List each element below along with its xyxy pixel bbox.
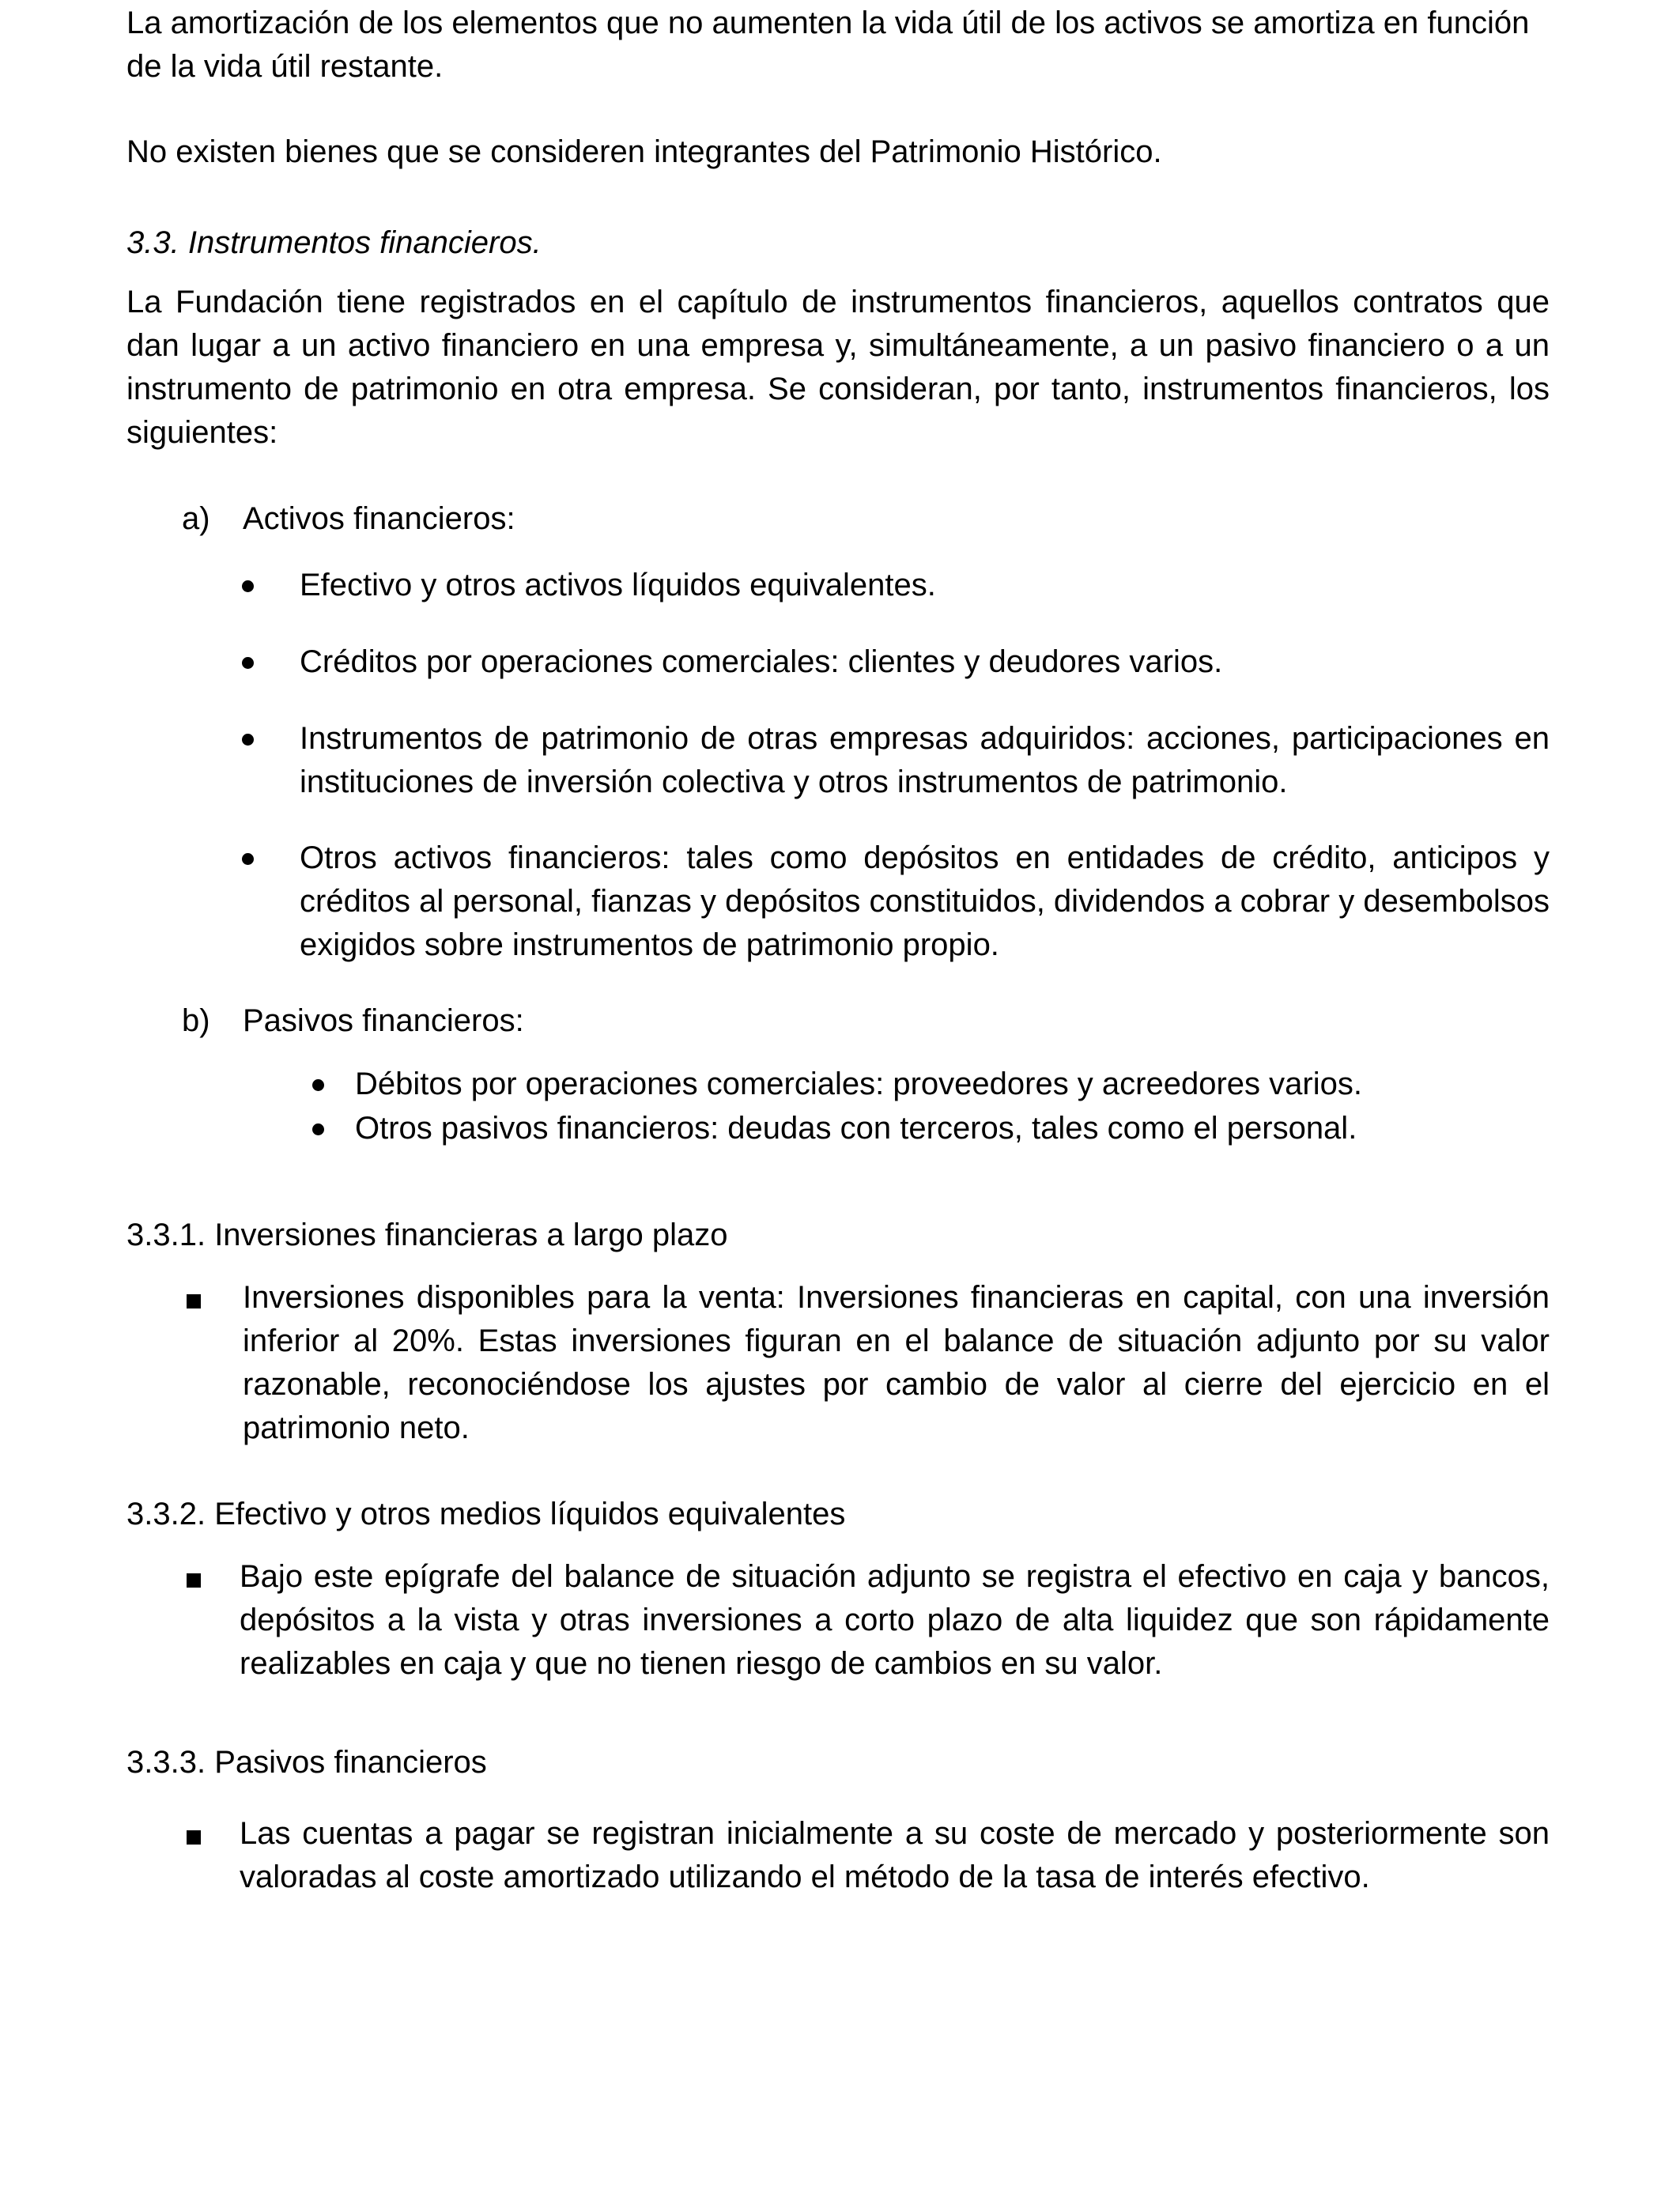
section-heading-3-3-2: 3.3.2. Efectivo y otros medios líquidos equivalentes bbox=[126, 1497, 846, 1531]
bullet-icon bbox=[312, 1079, 324, 1091]
bullet-icon bbox=[242, 734, 254, 746]
paragraph-instrumentos-financieros: La Fundación tiene registrados en el capítulo de instrumentos financieros, aquellos contratos que dan lugar a un activo financiero en una empresa y, simultáneamente, a un pasivo financiero o a un instrumento de patrimonio en otra empresa. Se consideran, por tanto, instrumentos financieros, los siguientes: bbox=[126, 285, 1550, 450]
paragraph-patrimonio-historico: No existen bienes que se consideren integrantes del Patrimonio Histórico. bbox=[126, 134, 1162, 169]
list-item-pasivo-2: Otros pasivos financieros: deudas con terceros, tales como el personal. bbox=[355, 1111, 1357, 1146]
list-item-activo-1: Efectivo y otros activos líquidos equivalentes. bbox=[300, 568, 936, 602]
bullet-icon bbox=[312, 1123, 324, 1135]
list-item-activo-4: Otros activos financieros: tales como depósitos en entidades de crédito, anticipos y créditos al personal, fianzas y depósitos constituidos, dividendos a cobrar y desembolsos exigidos sobre instrumentos de patrimonio propio. bbox=[300, 840, 1550, 962]
paragraph-amortizacion: La amortización de los elementos que no aumenten la vida útil de los activos se amortiza en función de la vida útil restante. bbox=[126, 6, 1530, 84]
list-item-pasivo-1: Débitos por operaciones comerciales: proveedores y acreedores varios. bbox=[355, 1067, 1362, 1101]
list-title-pasivos: Pasivos financieros: bbox=[243, 1003, 524, 1038]
list-item-activo-2: Créditos por operaciones comerciales: clientes y deudores varios. bbox=[300, 644, 1223, 679]
list-label-b: b) bbox=[182, 1003, 210, 1038]
square-bullet-icon bbox=[187, 1573, 201, 1588]
square-bullet-icon bbox=[187, 1830, 201, 1845]
list-title-activos: Activos financieros: bbox=[243, 501, 515, 536]
section-heading-3-3: 3.3. Instrumentos financieros. bbox=[126, 225, 542, 260]
section-heading-3-3-1: 3.3.1. Inversiones financieras a largo plazo bbox=[126, 1218, 728, 1252]
square-bullet-icon bbox=[187, 1294, 201, 1308]
list-item-efectivo: Bajo este epígrafe del balance de situación adjunto se registra el efectivo en caja y bancos, depósitos a la vista y otras inversiones a corto plazo de alta liquidez que son rápidamente realizables en caja y que no tienen riesgo de cambios en su valor. bbox=[240, 1559, 1550, 1681]
section-heading-3-3-3: 3.3.3. Pasivos financieros bbox=[126, 1745, 487, 1780]
bullet-icon bbox=[242, 657, 254, 669]
list-item-activo-3: Instrumentos de patrimonio de otras empresas adquiridos: acciones, participaciones en instituciones de inversión colectiva y otros instrumentos de patrimonio. bbox=[300, 721, 1550, 799]
list-item-cuentas-a-pagar: Las cuentas a pagar se registran inicialmente a su coste de mercado y posteriormente son valoradas al coste amortizado utilizando el método de la tasa de interés efectivo. bbox=[240, 1816, 1550, 1894]
list-label-a: a) bbox=[182, 501, 210, 536]
bullet-icon bbox=[242, 580, 254, 592]
bullet-icon bbox=[242, 853, 254, 865]
list-item-inversiones-disponibles: Inversiones disponibles para la venta: Inversiones financieras en capital, con una inversión inferior al 20%. Estas inversiones figuran en el balance de situación adjunto por su valor razonable, reconociéndose los ajustes por cambio de valor al cierre del ejercicio en el patrimonio neto. bbox=[243, 1280, 1550, 1445]
